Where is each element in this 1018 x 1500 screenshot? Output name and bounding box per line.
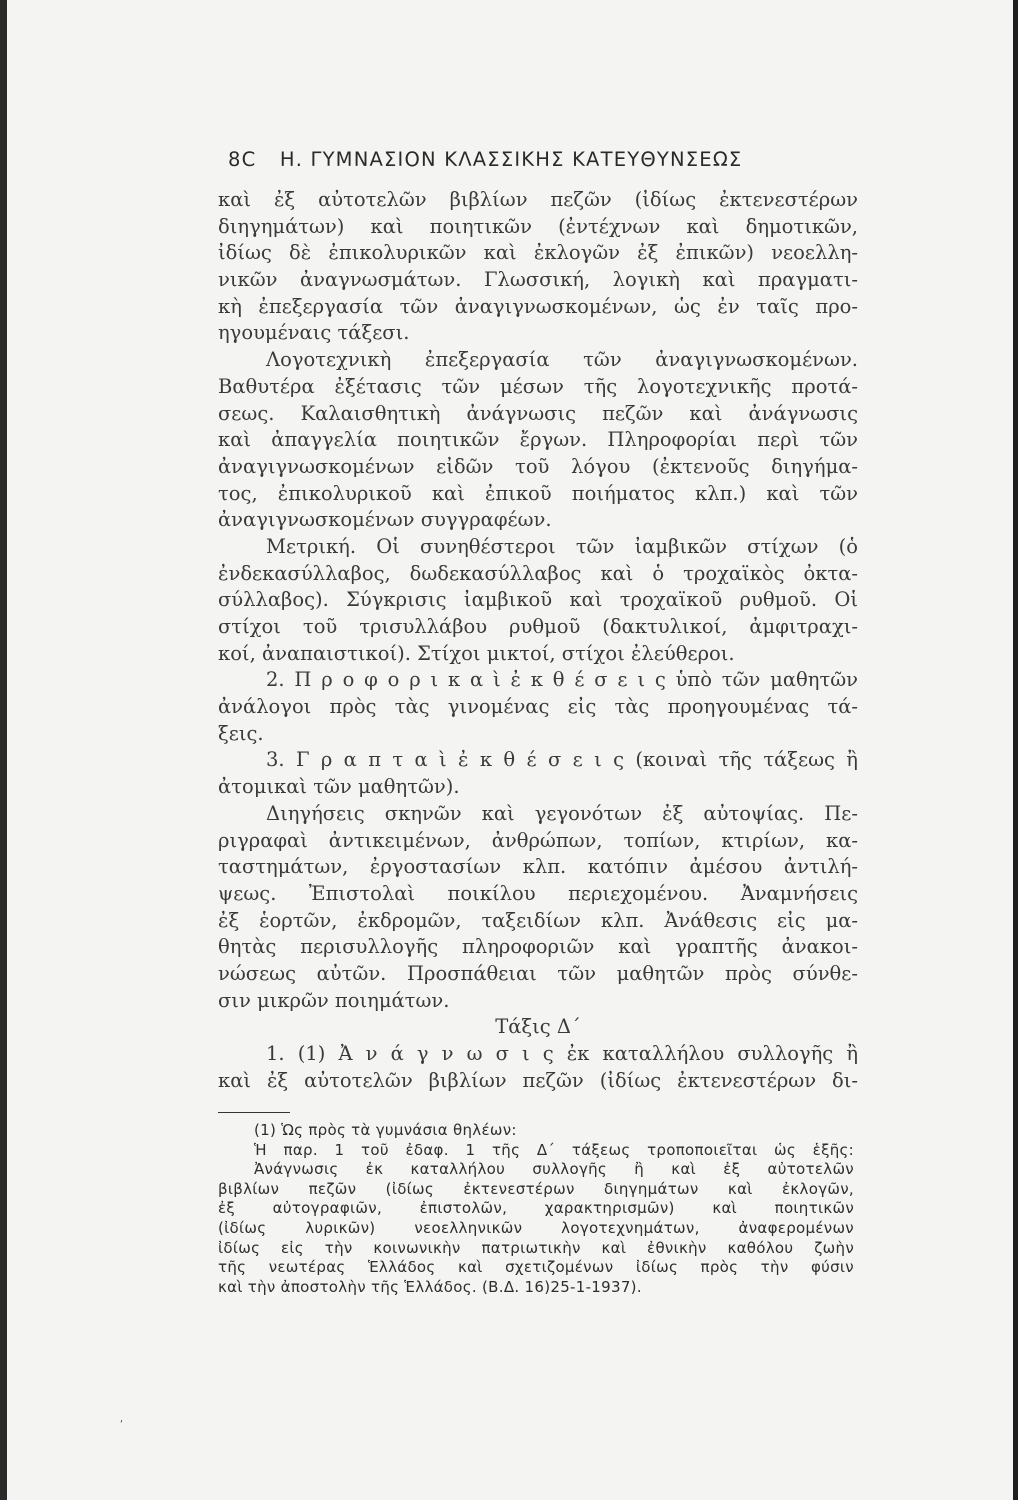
text-line: θητὰς περισυλλογῆς πληροφοριῶν καὶ γραπτῆς ἀνακοι- <box>218 935 858 959</box>
text-line: σύλλαβος). Σύγκρισις ἰαμβικοῦ καὶ τροχαϊκοῦ ρυθμοῦ. Οἱ <box>218 588 858 612</box>
footnote-line: Ἀνάγνωσις ἐκ καταλλήλου συλλογῆς ἢ καὶ ἐξ αὐτοτελῶν <box>254 1160 854 1179</box>
text-line: Λογοτεχνικὴ ἐπεξεργασία τῶν ἀναγιγνωσκομένων. <box>266 348 858 372</box>
scan-border-left <box>0 0 7 1500</box>
running-header <box>228 148 828 171</box>
text-line: Μετρική. Οἱ συνηθέστεροι τῶν ἰαμβικῶν στίχων (ὁ <box>266 534 858 558</box>
text-line: 3. Γ ρ α π τ α ὶ ἐ κ θ έ σ ε ι ς (κοιναὶ τῆς τάξεως ἢ <box>266 748 858 772</box>
text-line: ταστημάτων, ἐργοστασίων κλπ. κατόπιν ἀμέσου ἀντιλή- <box>218 855 858 879</box>
text-line: καὶ ἐξ αὐτοτελῶν βιβλίων πεζῶν (ἰδίως ἐκτενεστέρων δι- <box>218 1068 858 1092</box>
text-line: καὶ ἀπαγγελία ποιητικῶν ἔργων. Πληροφορίαι περὶ τῶν <box>218 428 858 452</box>
scan-border-right <box>1013 0 1018 1500</box>
footnote-line: καὶ τὴν ἀποστολὴν τῆς Ἑλλάδος. (Β.Δ. 16)25-1-1937). <box>218 1277 642 1296</box>
text-line: νικῶν ἀναγνωσμάτων. Γλωσσική, λογικὴ καὶ πραγματι- <box>218 268 858 292</box>
text-line: σεως. Καλαισθητικὴ ἀνάγνωσις πεζῶν καὶ ἀνάγνωσις <box>218 401 858 425</box>
text-line: ἐξ ἑορτῶν, ἐκδρομῶν, ταξειδίων κλπ. Ἀνάθεσις εἰς μα- <box>218 908 858 932</box>
footnote-line: (1) Ὡς πρὸς τὰ γυμνάσια θηλέων: <box>254 1121 517 1139</box>
footnote-line: ἰδίως εἰς τὴν κοινωνικὴν πατριωτικὴν καὶ ἐθνικὴν καθόλου ζωὴν <box>218 1238 854 1257</box>
text-line: κοί, ἀναπαιστικοί). Στίχοι μικτοί, στίχοι ἐλεύθεροι. <box>218 641 735 665</box>
footnote-line: Ἡ παρ. 1 τοῦ ἐδαφ. 1 τῆς Δ΄ τάξεως τροποποιεῖται ὡς ἑξῆς: <box>254 1140 854 1159</box>
text-line: ξεις. <box>218 721 264 745</box>
text-line: ἀναγιγνωσκομένων εἰδῶν τοῦ λόγου (ἐκτενοῦς διηγήμα- <box>218 454 858 478</box>
text-line: ηγουμέναις τάξεσι. <box>218 321 410 345</box>
footnote-line: ἐξ αὐτογραφιῶν, ἐπιστολῶν, χαρακτηρισμῶν) καὶ ποιητικῶν <box>218 1199 854 1218</box>
text-line: ριγραφαὶ ἀντικειμένων, ἀνθρώπων, τοπίων, κτιρίων, κα- <box>218 828 858 852</box>
footnote-rule <box>218 1112 290 1113</box>
text-line: ψεως. Ἐπιστολαὶ ποικίλου περιεχομένου. Ἀναμνήσεις <box>218 881 858 905</box>
running-title: Η. ΓΥΜΝΑΣΙΟΝ ΚΛΑΣΣΙΚΗΣ ΚΑΤΕΥΘΥΝΣΕΩΣ <box>279 148 743 171</box>
text-line: Τάξις Δ΄ <box>495 1015 581 1039</box>
main-text <box>218 187 858 1094</box>
text-line: ἀναγιγνωσκομένων συγγραφέων. <box>218 508 552 532</box>
page-number: 8C <box>228 148 257 171</box>
text-line: Βαθυτέρα ἐξέτασις τῶν μέσων τῆς λογοτεχνικῆς προτά- <box>218 374 858 398</box>
text-line: 2. Π ρ ο φ ο ρ ι κ α ὶ ἐ κ θ έ σ ε ι ς ὑπὸ τῶν μαθητῶν <box>266 668 858 692</box>
text-line: ἀνάλογοι πρὸς τὰς γινομένας εἰς τὰς προηγουμένας τά- <box>218 695 858 719</box>
text-line: κὴ ἐπεξεργασία τῶν ἀναγιγνωσκομένων, ὡς ἐν ταῖς προ- <box>218 294 858 318</box>
text-line: Διηγήσεις σκηνῶν καὶ γεγονότων ἐξ αὐτοψίας. Πε- <box>266 801 858 825</box>
footnote-line: (ἰδίως λυρικῶν) νεοελληνικῶν λογοτεχνημάτων, ἀναφερομένων <box>218 1218 854 1237</box>
text-line: καὶ ἐξ αὐτοτελῶν βιβλίων πεζῶν (ἰδίως ἐκτενεστέρων <box>218 188 858 211</box>
text-line: διηγημάτων) καὶ ποιητικῶν (ἐντέχνων καὶ δημοτικῶν, <box>218 214 858 238</box>
text-line: στίχοι τοῦ τρισυλλάβου ρυθμοῦ (δακτυλικοί, ἀμφιτραχι- <box>218 615 858 638</box>
margin-mark: ʹ <box>120 1420 123 1431</box>
text-line: ἐνδεκασύλλαβος, δωδεκασύλλαβος καὶ ὁ τροχαϊκὸς ὀκτα- <box>218 561 858 585</box>
footnote-line: βιβλίων πεζῶν (ἰδίως ἐκτενεστέρων διηγημάτων καὶ ἐκλογῶν, <box>218 1179 854 1198</box>
text-line: νώσεως αὐτῶν. Προσπάθειαι τῶν μαθητῶν πρὸς σύνθε- <box>218 961 858 985</box>
text-line: ἀτομικαὶ τῶν μαθητῶν). <box>218 775 460 799</box>
footnote-line: τῆς νεωτέρας Ἑλλάδος καὶ σχετιζομένων ἰδίως πρὸς τὴν φύσιν <box>218 1258 854 1277</box>
text-line: ἰδίως δὲ ἐπικολυρικῶν καὶ ἐκλογῶν ἐξ ἐπικῶν) νεοελλη- <box>218 241 858 265</box>
text-line: 1. (1) Ἀ ν ά γ ν ω σ ι ς ἐκ καταλλήλου συλλογῆς ἢ <box>266 1042 858 1065</box>
text-line: σιν μικρῶν ποιημάτων. <box>218 988 450 1012</box>
text-line: τος, ἐπικολυρικοῦ καὶ ἐπικοῦ ποιήματος κλπ.) καὶ τῶν <box>218 481 858 505</box>
footnote <box>218 1121 854 1297</box>
